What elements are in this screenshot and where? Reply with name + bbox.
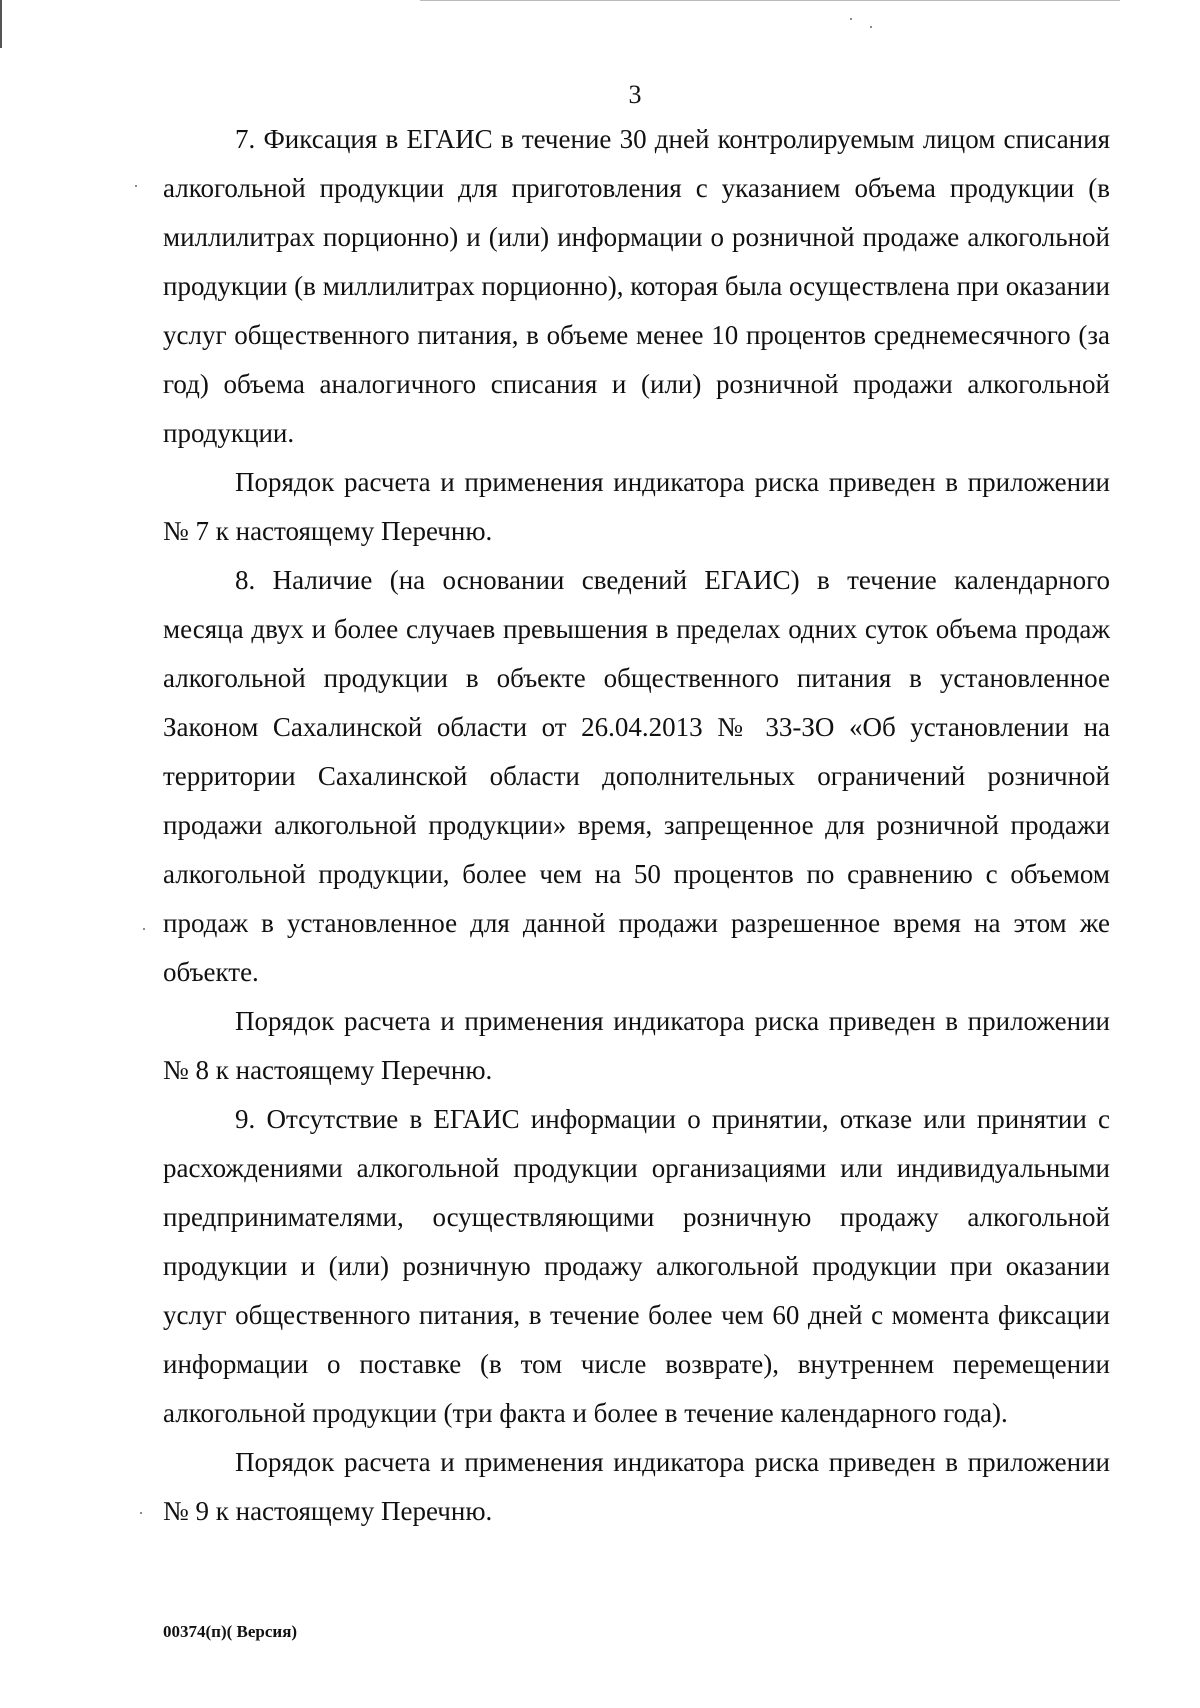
scan-speck [850, 18, 852, 20]
paragraph-item-9: 9. Отсутствие в ЕГАИС информации о принятии, отказе или принятии с расхождениями алкогольной продукции организациями или индивидуальными предпринимателями, осуществляющими розничную продажу алкогольной продукции и (или) розничную продажу алкогольной продукции при оказании услуг общественного питания, в течение более чем 60 дней с момента фиксации информации о поставке (в том числе возврате), внутреннем перемещении алкогольной продукции (три факта и более в течение календарного года). [163, 1104, 1110, 1428]
paragraph-item-7: 7. Фиксация в ЕГАИС в течение 30 дней контролируемым лицом списания алкогольной продукции для приготовления с указанием объема продукции (в миллилитрах порционно) и (или) информации о розничной продаже алкогольной продукции (в миллилитрах порционно), которая была осуществлена при оказании услуг общественного питания, в объеме менее 10 процентов среднемесячного (за год) объема аналогичного списания и (или) розничной продажи алкогольной продукции. [163, 124, 1110, 448]
scan-edge-mark [0, 0, 2, 48]
scan-speck [135, 185, 137, 187]
paragraph-item-8: 8. Наличие (на основании сведений ЕГАИС) в течение календарного месяца двух и более случаев превышения в пределах одних суток объема продаж алкогольной продукции в объекте общественного питания в установленное Законом Сахалинской области от 26.04.2013 № 33-ЗО «Об установлении на территории Сахалинской области дополнительных ограничений розничной продажи алкогольной продукции» время, запрещенное для розничной продажи алкогольной продукции, более чем на 50 процентов по сравнению с объемом продаж в установленное для данной продажи разрешенное время на этом же объекте. [163, 565, 1110, 987]
scan-edge-line [420, 0, 1120, 1]
scan-speck [143, 928, 145, 930]
paragraph-item-8-procedure: Порядок расчета и применения индикатора риска приведен в приложении № 8 к настоящему Перечню. [163, 1006, 1110, 1085]
document-code: 00374(п)( Версия) [163, 1622, 298, 1641]
paragraph-item-7-procedure: Порядок расчета и применения индикатора риска приведен в приложении № 7 к настоящему Перечню. [163, 467, 1110, 546]
scan-speck [140, 1512, 142, 1514]
document-body [163, 115, 1110, 1536]
page-number: 3 [628, 80, 642, 109]
scan-speck [870, 26, 872, 28]
paragraph-item-9-procedure: Порядок расчета и применения индикатора риска приведен в приложении № 9 к настоящему Перечню. [163, 1447, 1110, 1526]
